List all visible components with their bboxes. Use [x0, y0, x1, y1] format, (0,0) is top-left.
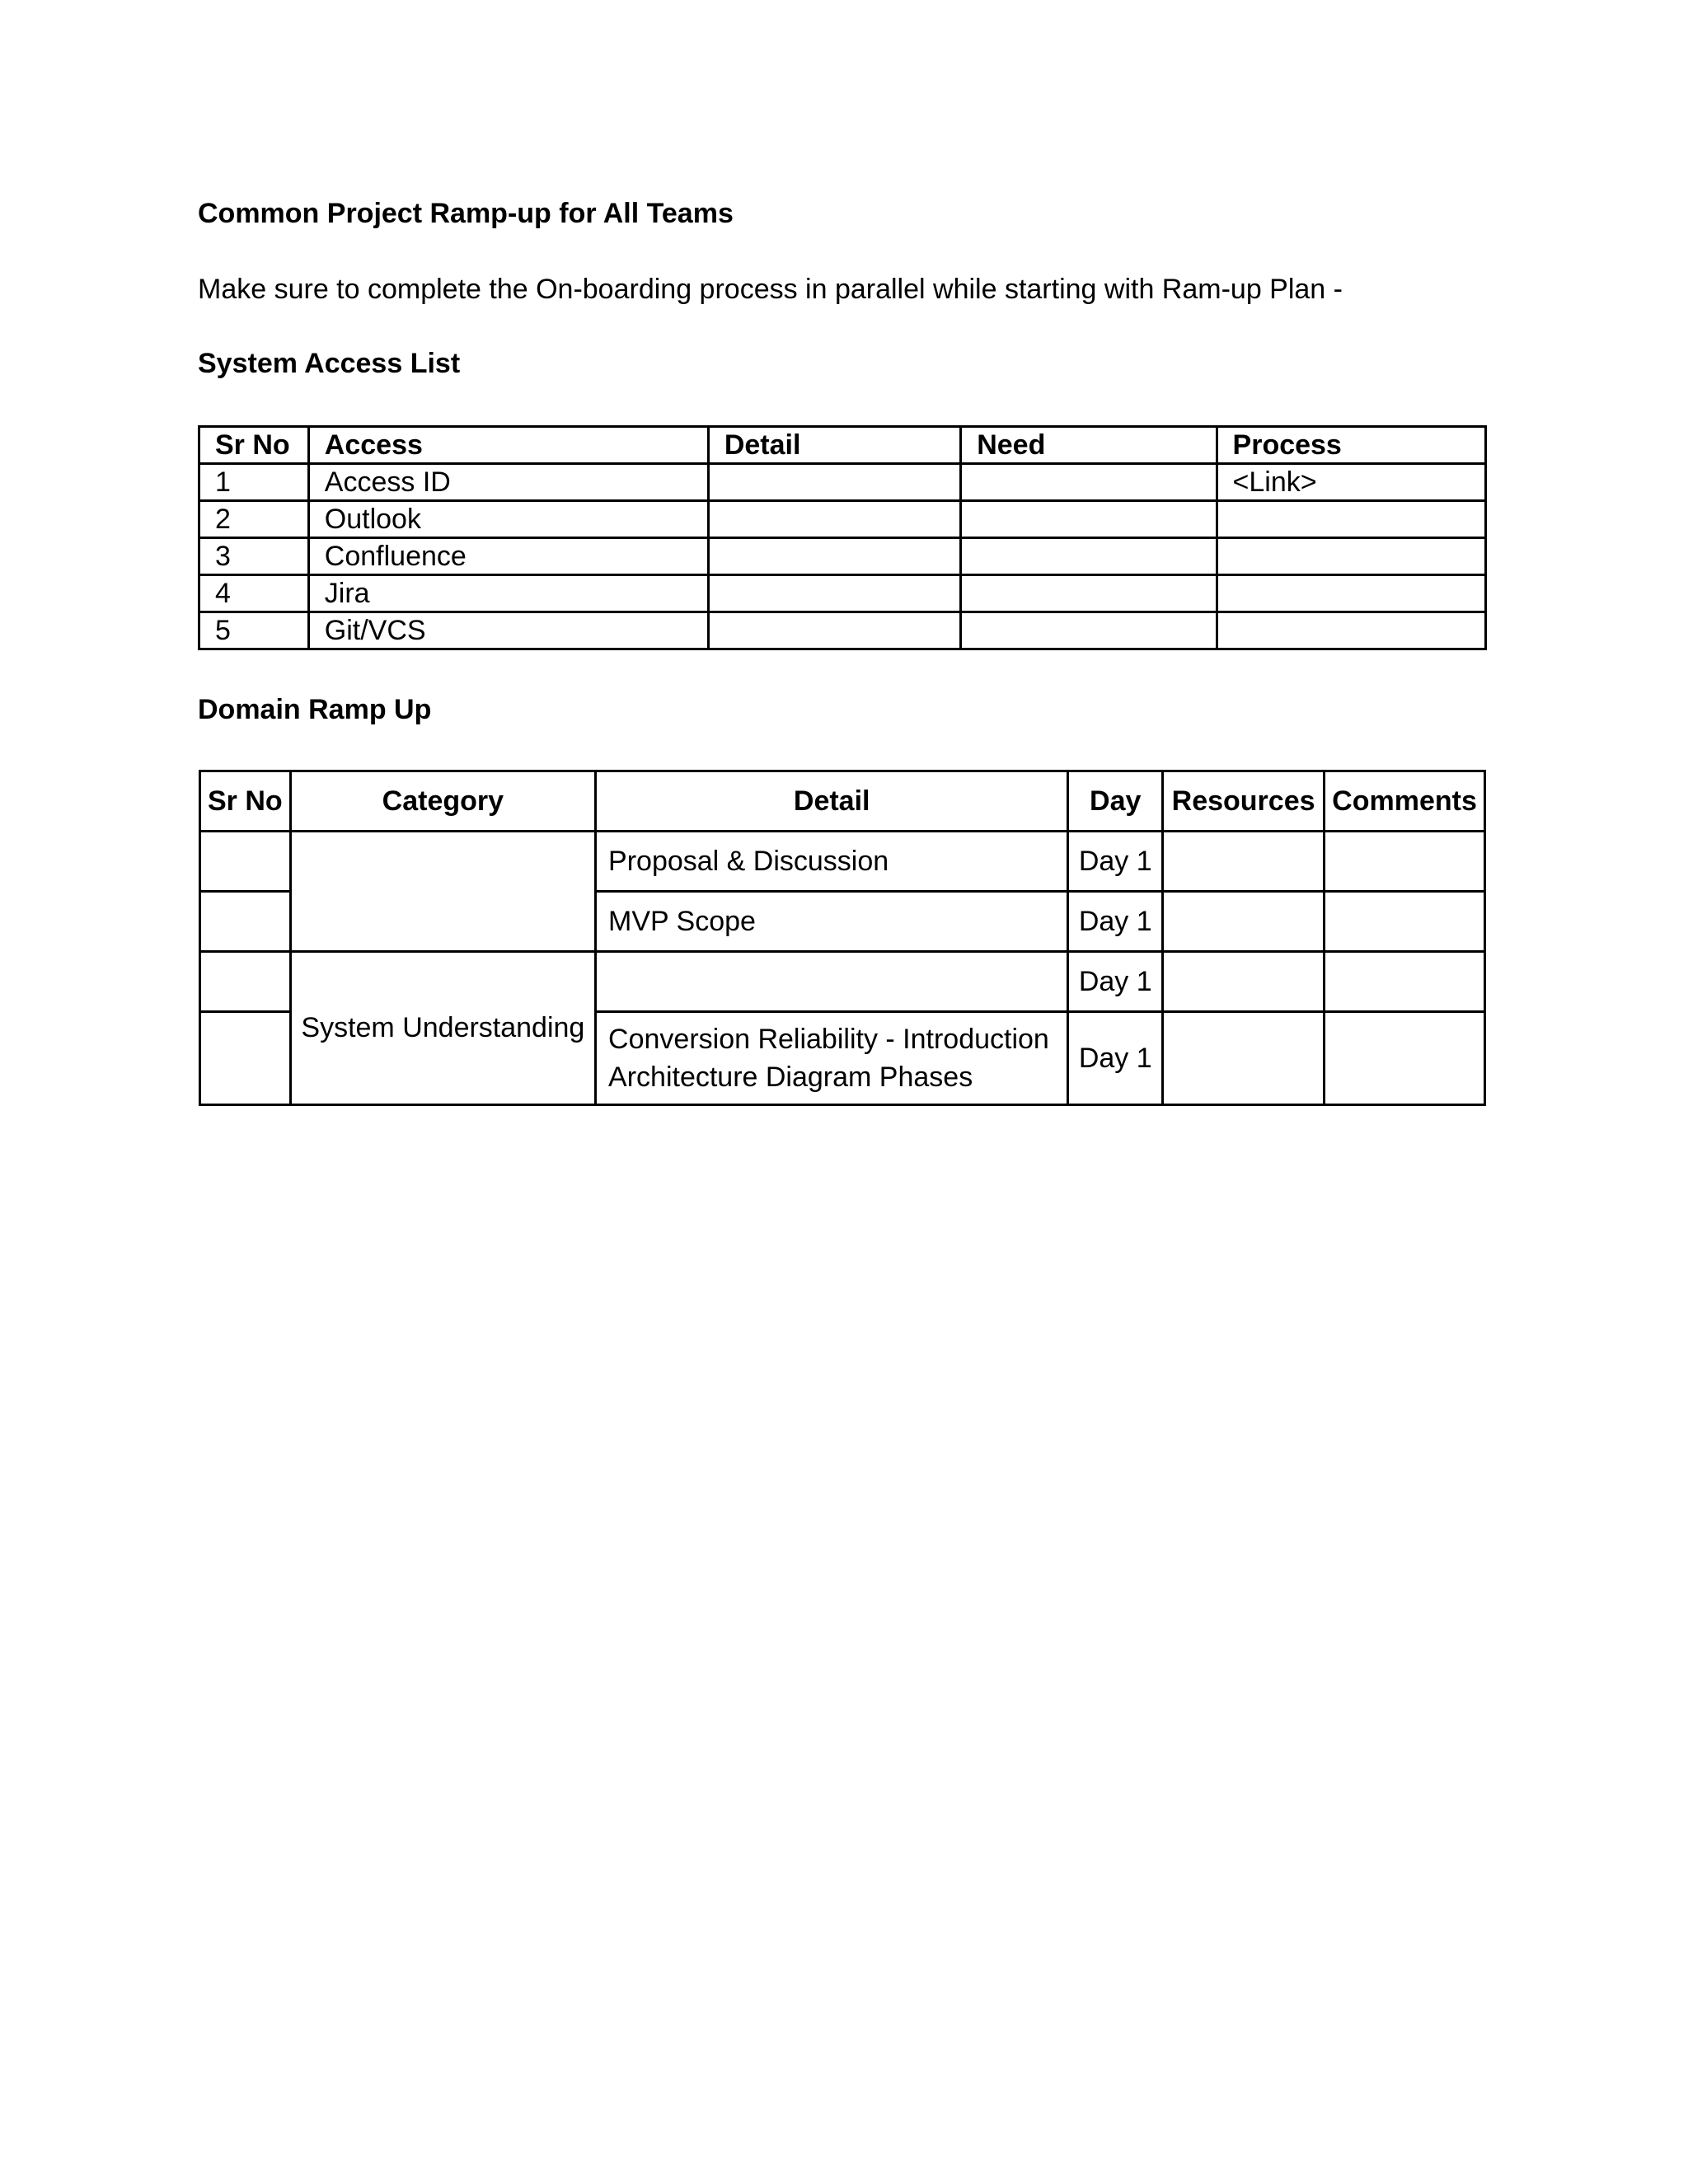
- cell-category: System Understanding: [290, 952, 595, 1105]
- table-row: [200, 952, 1485, 1012]
- cell-process: [1217, 575, 1485, 612]
- detail-line: Architecture Diagram Phases: [608, 1062, 973, 1093]
- column-header-need: Need: [961, 427, 1217, 464]
- column-header-category: Category: [290, 771, 595, 832]
- table-row: [199, 501, 1486, 538]
- detail-line: Conversion Reliability - Introduction: [608, 1024, 1049, 1055]
- cell-resources: [1163, 892, 1325, 952]
- cell-resources: [1163, 832, 1325, 892]
- cell-comments: [1325, 832, 1485, 892]
- domain-ramp-up-heading: Domain Ramp Up: [198, 694, 432, 725]
- table-row: [199, 612, 1486, 649]
- domain-ramp-up-table: [199, 770, 1486, 1106]
- column-header-detail: Detail: [596, 771, 1068, 832]
- intro-text: Make sure to complete the On-boarding process in parallel while starting with Ram-up Plan -: [198, 274, 1343, 305]
- cell-detail: [708, 501, 960, 538]
- cell-sr-no: [200, 952, 291, 1012]
- cell-need: [961, 538, 1217, 575]
- column-header-comments: Comments: [1325, 771, 1485, 832]
- cell-detail: [708, 612, 960, 649]
- cell-need: [961, 612, 1217, 649]
- table-row: [199, 538, 1486, 575]
- cell-need: [961, 575, 1217, 612]
- table-header-row: [199, 427, 1486, 464]
- cell-detail: [596, 1012, 1068, 1105]
- column-header-access: Access: [308, 427, 708, 464]
- column-header-resources: Resources: [1163, 771, 1325, 832]
- cell-detail: [708, 464, 960, 501]
- cell-resources: [1163, 1012, 1325, 1105]
- cell-access: Confluence: [308, 538, 708, 575]
- cell-sr-no: 3: [199, 538, 309, 575]
- cell-day: Day 1: [1068, 892, 1163, 952]
- system-access-table: [198, 425, 1487, 650]
- cell-process-link[interactable]: <Link>: [1217, 464, 1485, 501]
- cell-access: Jira: [308, 575, 708, 612]
- cell-detail: Proposal & Discussion: [596, 832, 1068, 892]
- cell-sr-no: [200, 892, 291, 952]
- cell-need: [961, 464, 1217, 501]
- cell-sr-no: 5: [199, 612, 309, 649]
- cell-day: Day 1: [1068, 1012, 1163, 1105]
- cell-sr-no: 2: [199, 501, 309, 538]
- cell-detail: [596, 952, 1068, 1012]
- table-row: [200, 832, 1485, 892]
- cell-detail: MVP Scope: [596, 892, 1068, 952]
- cell-process: [1217, 501, 1485, 538]
- column-header-day: Day: [1068, 771, 1163, 832]
- cell-sr-no: [200, 832, 291, 892]
- cell-resources: [1163, 952, 1325, 1012]
- column-header-detail: Detail: [708, 427, 960, 464]
- cell-access: Outlook: [308, 501, 708, 538]
- cell-sr-no: [200, 1012, 291, 1105]
- column-header-sr-no: Sr No: [199, 427, 309, 464]
- cell-need: [961, 501, 1217, 538]
- document-title: Common Project Ramp-up for All Teams: [198, 198, 734, 229]
- table-header-row: [200, 771, 1485, 832]
- cell-process: [1217, 612, 1485, 649]
- cell-sr-no: 1: [199, 464, 309, 501]
- column-header-sr-no: Sr No: [200, 771, 291, 832]
- cell-day: Day 1: [1068, 832, 1163, 892]
- cell-access: Access ID: [308, 464, 708, 501]
- access-list-heading: System Access List: [198, 348, 461, 379]
- cell-category: [290, 832, 595, 952]
- cell-comments: [1325, 1012, 1485, 1105]
- cell-detail: [708, 575, 960, 612]
- column-header-process: Process: [1217, 427, 1485, 464]
- cell-access: Git/VCS: [308, 612, 708, 649]
- table-row: [199, 575, 1486, 612]
- cell-day: Day 1: [1068, 952, 1163, 1012]
- cell-comments: [1325, 952, 1485, 1012]
- table-row: [199, 464, 1486, 501]
- cell-process: [1217, 538, 1485, 575]
- cell-comments: [1325, 892, 1485, 952]
- cell-detail: [708, 538, 960, 575]
- cell-sr-no: 4: [199, 575, 309, 612]
